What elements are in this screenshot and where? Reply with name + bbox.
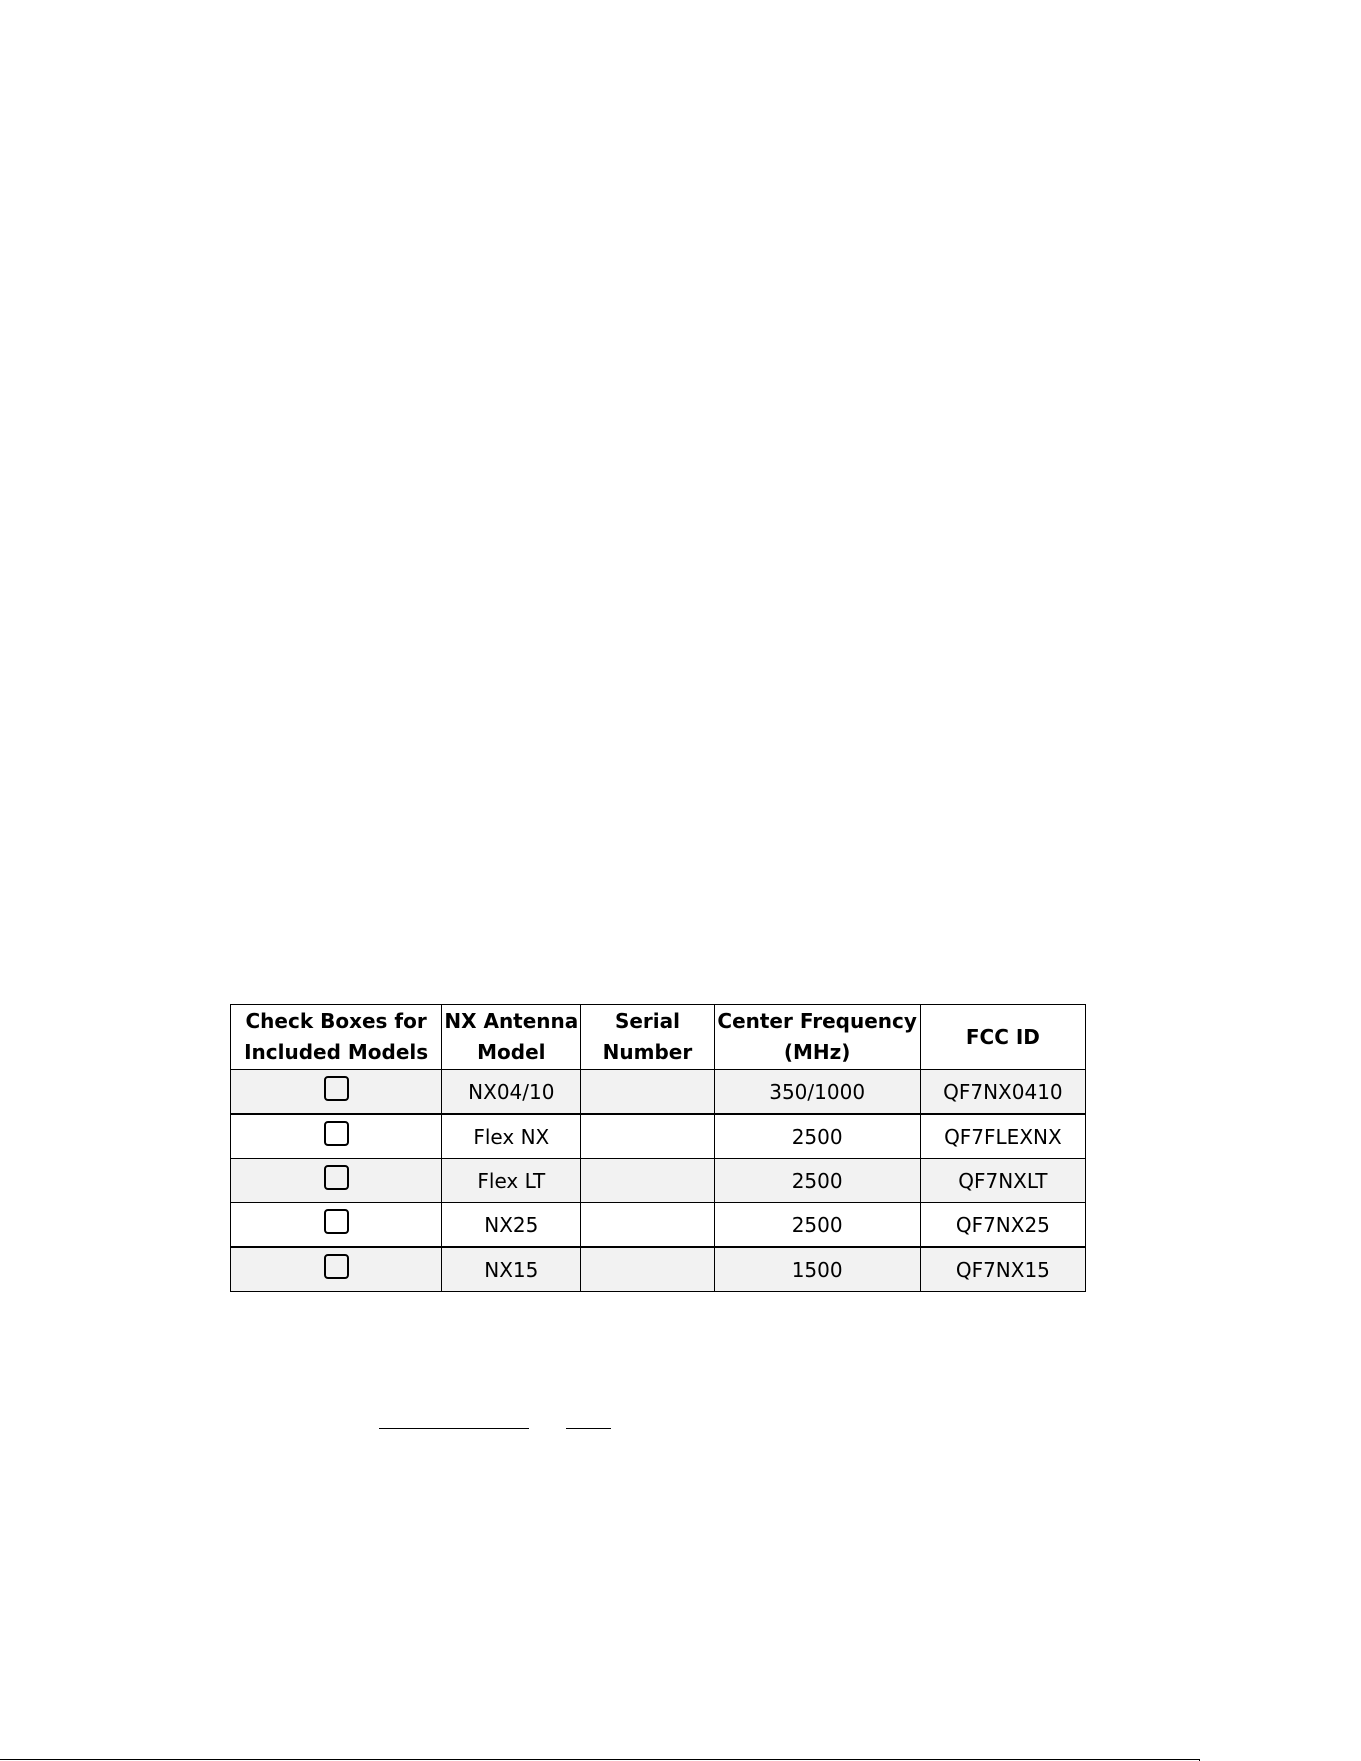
check-cell xyxy=(231,1114,442,1159)
frequency-cell: 2500 xyxy=(714,1203,920,1248)
frequency-cell: 2500 xyxy=(714,1159,920,1203)
frequency-cell: 1500 xyxy=(714,1247,920,1292)
table-row xyxy=(231,1159,1086,1203)
check-cell xyxy=(231,1247,442,1292)
include-checkbox-nx25[interactable] xyxy=(324,1209,349,1234)
model-cell: NX15 xyxy=(442,1247,581,1292)
check-cell xyxy=(231,1203,442,1248)
table-row xyxy=(231,1114,1086,1159)
include-checkbox-flex-lt[interactable] xyxy=(324,1165,349,1190)
fill-in-blank-line-short[interactable] xyxy=(566,1428,611,1429)
table-row xyxy=(231,1203,1086,1248)
check-cell xyxy=(231,1159,442,1203)
fcc-id-cell: QF7NX25 xyxy=(920,1203,1085,1248)
header-center-frequency xyxy=(714,1005,920,1070)
antenna-models-table xyxy=(230,1004,1086,1292)
header-model-line-1: NX Antenna xyxy=(444,1009,579,1033)
header-fcc-id xyxy=(920,1005,1085,1070)
serial-number-field[interactable] xyxy=(581,1114,714,1159)
model-cell: Flex NX xyxy=(442,1114,581,1159)
frequency-cell: 350/1000 xyxy=(714,1070,920,1115)
frequency-cell: 2500 xyxy=(714,1114,920,1159)
table-row xyxy=(231,1070,1086,1115)
check-cell xyxy=(231,1070,442,1115)
page-bottom-rule xyxy=(0,1759,1200,1760)
header-check-line-2: Included Models xyxy=(244,1040,429,1064)
fcc-id-cell: QF7NX0410 xyxy=(920,1070,1085,1115)
include-checkbox-flex-nx[interactable] xyxy=(324,1121,349,1146)
header-model-line-2: Model xyxy=(477,1040,546,1064)
header-serial-line-2: Number xyxy=(602,1040,693,1064)
fcc-id-cell: QF7NX15 xyxy=(920,1247,1085,1292)
model-cell: Flex LT xyxy=(442,1159,581,1203)
serial-number-field[interactable] xyxy=(581,1070,714,1115)
model-cell: NX25 xyxy=(442,1203,581,1248)
header-check-line-1: Check Boxes for xyxy=(245,1009,427,1033)
header-frequency-line-2: (MHz) xyxy=(783,1040,851,1064)
include-checkbox-nx04-10[interactable] xyxy=(324,1076,349,1101)
header-serial-number xyxy=(581,1005,714,1070)
fcc-id-cell: QF7FLEXNX xyxy=(920,1114,1085,1159)
include-checkbox-nx15[interactable] xyxy=(324,1254,349,1279)
table-header-row xyxy=(231,1005,1086,1070)
fill-in-blank-line[interactable] xyxy=(379,1428,529,1429)
serial-number-field[interactable] xyxy=(581,1203,714,1248)
fcc-id-cell: QF7NXLT xyxy=(920,1159,1085,1203)
header-fcc-line-1: FCC ID xyxy=(965,1024,1040,1049)
model-cell: NX04/10 xyxy=(442,1070,581,1115)
header-serial-line-1: Serial xyxy=(614,1009,680,1033)
serial-number-field[interactable] xyxy=(581,1247,714,1292)
serial-number-field[interactable] xyxy=(581,1159,714,1203)
header-frequency-line-1: Center Frequency xyxy=(717,1009,917,1033)
header-check-boxes xyxy=(231,1005,442,1070)
header-antenna-model xyxy=(442,1005,581,1070)
table-row xyxy=(231,1247,1086,1292)
